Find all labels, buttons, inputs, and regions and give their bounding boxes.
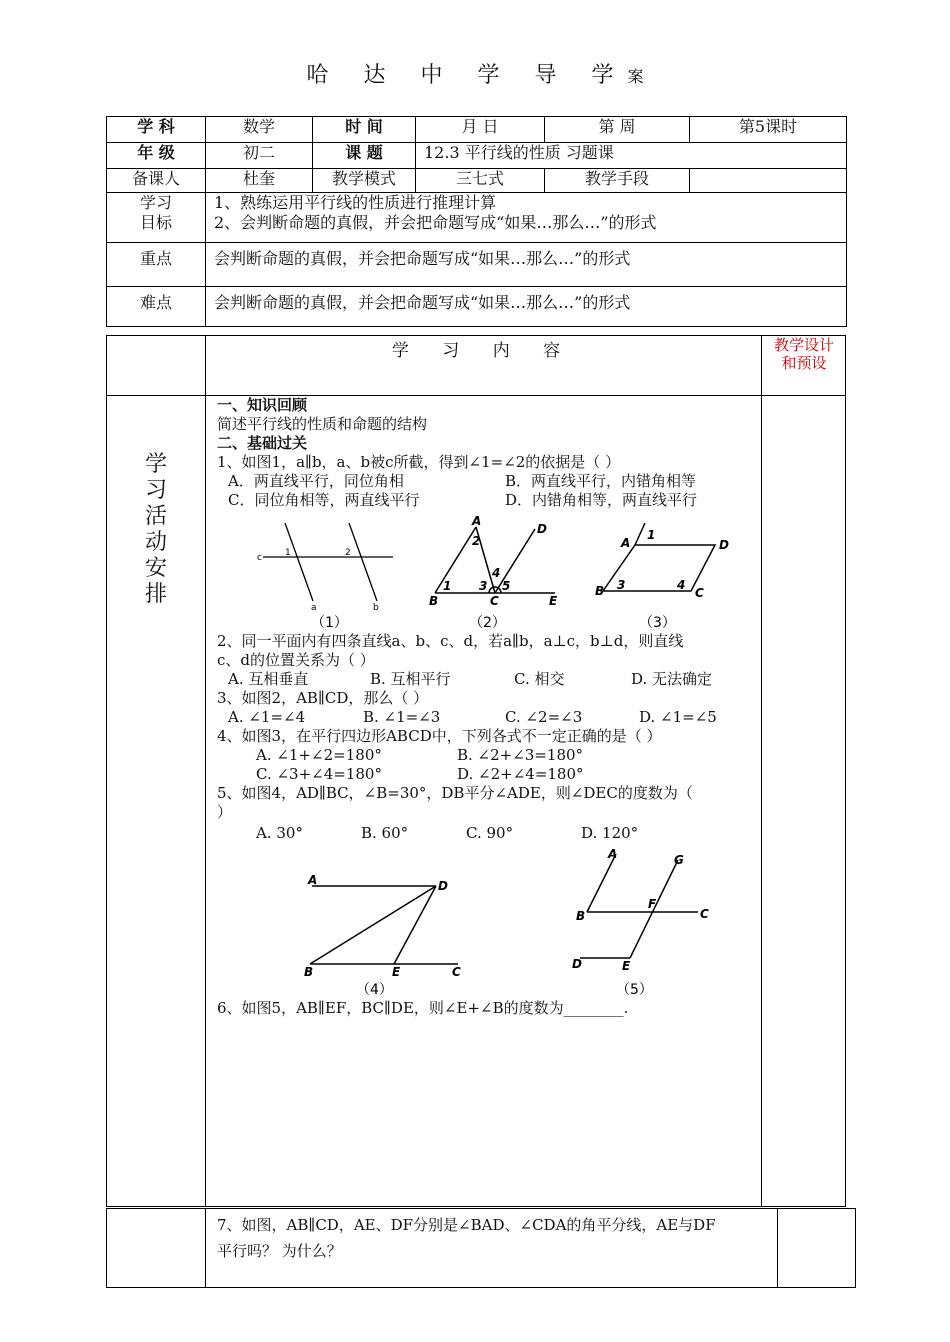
header-row-2 — [107, 143, 847, 169]
q2-stem-line2: c、d的位置关系为（ ） — [217, 651, 375, 669]
section1-text: 简述平行线的性质和命题的结构 — [217, 415, 428, 433]
goal-2: 2、会判断命题的真假，并会把命题写成“如果…那么…”的形式 — [214, 213, 657, 232]
fig3-label-1: 1 — [647, 528, 656, 542]
fig5-label-B: B — [576, 909, 586, 923]
page-title: 哈 达 中 学 导 学案 — [306, 63, 644, 88]
fig2-label-B: B — [429, 594, 439, 608]
fig1-label-2: 2 — [345, 548, 351, 558]
figures-1-3 — [245, 515, 765, 632]
fig3-label-3: 3 — [617, 578, 626, 592]
topic-value: 12.3 平行线的性质 习题课 — [416, 143, 847, 169]
subject-value: 数学 — [206, 117, 313, 143]
mode-value: 三七式 — [416, 169, 545, 193]
q3-option-d: D. ∠1=∠5 — [639, 708, 717, 726]
lesson-info-table — [106, 116, 847, 327]
fig5-caption: （5） — [616, 982, 653, 998]
q5-stem-line1: 5、如图4，AD∥BC，∠B=30°，DB平分∠ADE，则∠DEC的度数为（ — [217, 784, 693, 802]
mode-label: 教学模式 — [313, 169, 416, 193]
goals-row — [107, 193, 847, 243]
frame-divider-left — [205, 335, 206, 1207]
fig4-caption: （4） — [356, 982, 393, 998]
subject-label: 学 科 — [107, 117, 206, 143]
fig1-label-b: b — [373, 603, 379, 613]
key-point-row — [107, 243, 847, 287]
q5-option-c: C. 90° — [466, 824, 514, 842]
week-value: 第 周 — [545, 117, 690, 143]
q1-stem: 1、如图1，a∥b，a、b被c所截，得到∠1=∠2的依据是（ ） — [217, 453, 621, 471]
fig2-label-5: 5 — [502, 579, 511, 593]
key-point-label: 重点 — [107, 243, 206, 287]
q5-option-b: B. 60° — [361, 824, 409, 842]
q1-option-c: C．同位角相等，两直线平行 — [228, 491, 420, 509]
q7-line1: 7、如图，AB∥CD，AE、DF分别是∠BAD、∠CDA的角平分线，AE与DF — [217, 1216, 716, 1234]
goals-label: 学习 目标 — [107, 193, 206, 243]
figure-1 — [263, 523, 393, 601]
difficult-point-label: 难点 — [107, 287, 206, 327]
q4-option-c: C. ∠3+∠4=180° — [256, 765, 382, 783]
time-label: 时 间 — [313, 117, 416, 143]
fig5-label-C: C — [700, 907, 709, 921]
fig5-label-F: F — [648, 897, 657, 911]
q3-option-c: C. ∠2=∠3 — [505, 708, 583, 726]
q2-option-a: A. 互相垂直 — [228, 670, 309, 688]
q6-stem: 6、如图5，AB∥EF，BC∥DE，则∠E+∠B的度数为________. — [217, 999, 629, 1017]
activity-label: 学习活动安排 — [144, 452, 167, 607]
period-value: 第5课时 — [690, 117, 847, 143]
goal-1: 1、熟练运用平行线的性质进行推理计算 — [214, 193, 497, 212]
q2-option-d: D. 无法确定 — [631, 670, 713, 688]
header-row-1 — [107, 117, 847, 143]
q1-option-b: B．两直线平行，内错角相等 — [505, 472, 697, 490]
q3-option-a: A. ∠1=∠4 — [228, 708, 306, 726]
means-value — [690, 169, 847, 193]
key-point-text: 会判断命题的真假，并会把命题写成“如果…那么…”的形式 — [206, 243, 847, 287]
q4-stem: 4、如图3，在平行四边形ABCD中，下列各式不一定正确的是（ ） — [217, 727, 662, 745]
q2-option-b: B. 互相平行 — [370, 670, 451, 688]
header-row-3 — [107, 169, 847, 193]
q5-option-d: D. 120° — [581, 824, 639, 842]
fig4-label-D: D — [438, 879, 448, 893]
fig3-caption: （3） — [639, 615, 676, 631]
figure-2 — [435, 527, 555, 593]
fig5-label-D: D — [572, 957, 582, 971]
figure-4 — [310, 886, 458, 964]
fig2-label-D: D — [537, 522, 547, 536]
q7-line2: 平行吗？ 为什么？ — [217, 1242, 342, 1260]
q1-option-d: D．内错角相等，两直线平行 — [505, 491, 698, 509]
difficult-point-row — [107, 287, 847, 327]
q4-option-d: D. ∠2+∠4=180° — [457, 765, 584, 783]
q7-divider-right — [777, 1208, 778, 1288]
q3-stem: 3、如图2，AB∥CD，那么（ ） — [217, 689, 429, 707]
fig3-label-4: 4 — [677, 578, 686, 592]
section2-heading: 二、基础过关 — [217, 434, 308, 452]
figures-4-5 — [300, 846, 720, 998]
fig2-label-4: 4 — [492, 566, 501, 580]
preparer-value: 杜奎 — [206, 169, 313, 193]
frame-divider-right — [761, 335, 762, 1207]
grade-label: 年 级 — [107, 143, 206, 169]
q2-stem-line1: 2、同一平面内有四条直线a、b、c、d，若a∥b，a⊥c，b⊥d，则直线 — [217, 632, 684, 650]
q3-option-b: B. ∠1=∠3 — [363, 708, 441, 726]
fig4-label-B: B — [304, 965, 314, 979]
fig2-caption: （2） — [469, 615, 506, 631]
means-label: 教学手段 — [545, 169, 690, 193]
q4-option-b: B. ∠2+∠3=180° — [457, 746, 584, 764]
fig3-label-C: C — [695, 586, 704, 600]
fig2-label-2: 2 — [472, 534, 481, 548]
grade-value: 初二 — [206, 143, 313, 169]
fig4-label-E: E — [392, 965, 401, 979]
fig4-label-A: A — [308, 873, 318, 887]
fig2-label-C: C — [490, 594, 499, 608]
fig1-label-a: a — [311, 603, 317, 613]
fig3-label-A: A — [621, 536, 631, 550]
fig2-label-A: A — [472, 515, 482, 528]
figure-5 — [580, 854, 698, 958]
section1-heading: 一、知识回顾 — [217, 396, 308, 414]
q5-stem-line2: ） — [217, 803, 233, 821]
q1-option-a: A．两直线平行，同位角相 — [228, 472, 404, 490]
q4-option-a: A. ∠1+∠2=180° — [256, 746, 382, 764]
fig2-label-3: 3 — [479, 579, 488, 593]
difficult-point-text: 会判断命题的真假，并会把命题写成“如果…那么…”的形式 — [206, 287, 847, 327]
fig2-label-E: E — [549, 594, 558, 608]
fig4-label-C: C — [452, 965, 461, 979]
goals-content — [206, 193, 847, 243]
topic-label: 课 题 — [313, 143, 416, 169]
fig3-label-B: B — [595, 584, 605, 598]
date-value: 月 日 — [416, 117, 545, 143]
fig5-label-E: E — [622, 959, 631, 973]
q5-option-a: A. 30° — [256, 824, 303, 842]
q7-divider-left — [205, 1208, 206, 1288]
preparer-label: 备课人 — [107, 169, 206, 193]
fig2-label-1: 1 — [443, 579, 452, 593]
fig3-label-D: D — [719, 538, 729, 552]
fig1-label-c: c — [257, 553, 262, 563]
fig5-label-A: A — [608, 847, 618, 861]
content-header-title: 学 习 内 容 — [391, 341, 575, 361]
q2-option-c: C. 相交 — [514, 670, 565, 688]
design-column-title: 教学设计和预设 — [773, 336, 834, 372]
fig1-caption: （1） — [311, 615, 348, 631]
fig5-label-G: G — [674, 853, 684, 867]
fig1-label-1: 1 — [285, 548, 291, 558]
